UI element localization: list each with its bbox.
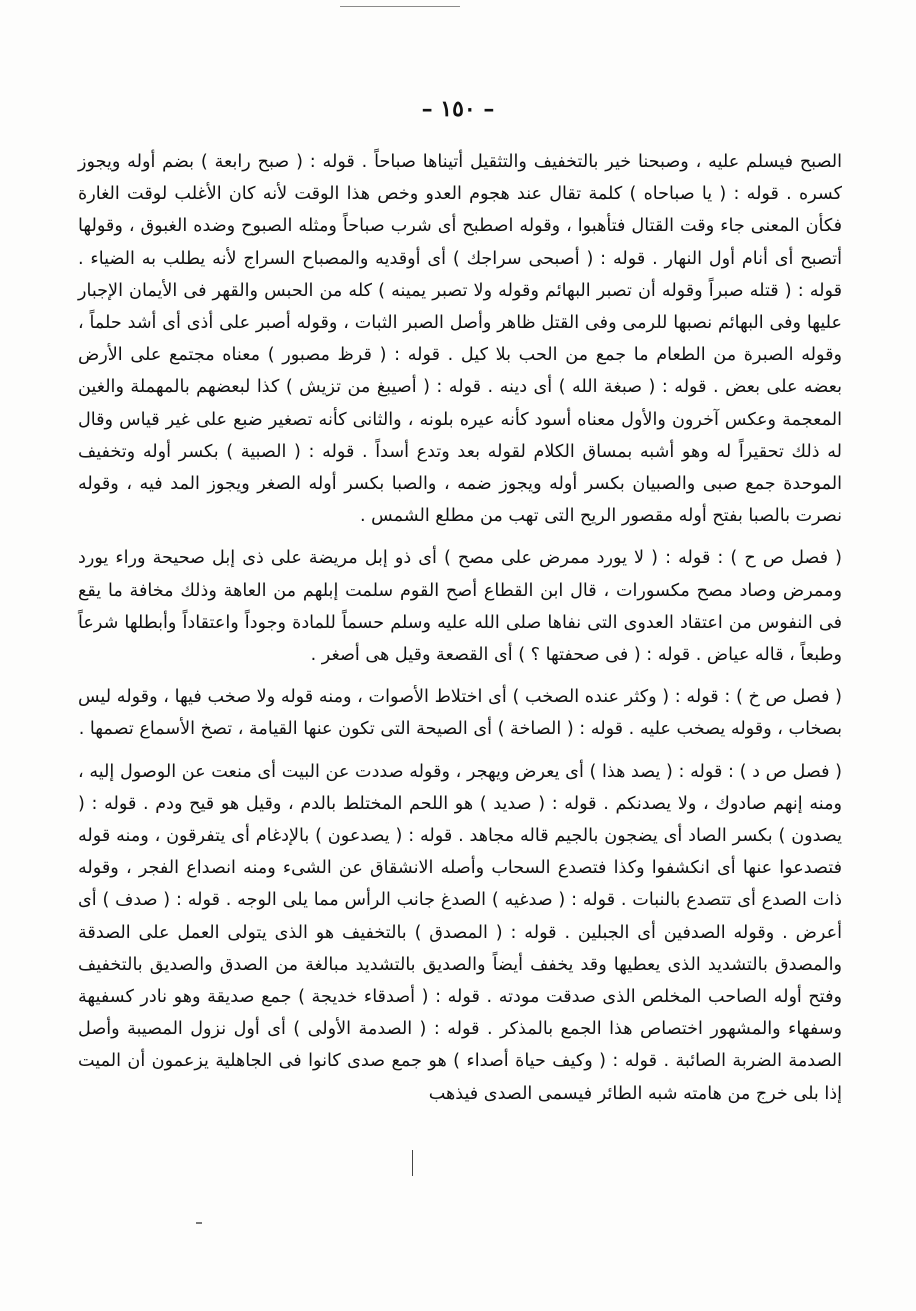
print-speck (196, 1222, 202, 1224)
paragraph-sabah: الصبح فيسلم عليه ، وصبحنا خير بالتخفيف والتثقيل أتيناها صباحاً . قوله : ( صبح رابعة ) بضم أوله ويجوز كسره . قوله : ( يا صباحاه ) كلمة تقال عند هجوم العدو وخص هذا الوقت لأنه كان الأغلب لوقت الغارة فكأن المعنى جاء وقت القتال فتأهبوا ، وقوله اصطبح أى شرب صباحاً ومثله الصبوح وضده الغبوق ، وقولها أتصبح أى أنام أول النهار . قوله : ( أصبحى سراجك ) أى أوقديه والمصباح السراج لأنه يطلب به الضياء . قوله : ( قتله صبراً وقوله أن تصبر البهائم وقوله ولا تصبر يمينه ) كله من الحبس والقهر فى الأيمان الإجبار عليها وفى البهائم نصبها للرمى وفى القتل ظاهر وأصل الصبر الثبات ، وقوله أصبر على أذى أى أشد حلماً ، وقوله الصبرة من الطعام ما جمع من الحب بلا كيل . قوله : ( قرظ مصبور ) معناه مجتمع على الأرض بعضه على بعض . قوله : ( صبغة الله ) أى دينه . قوله : ( أصيبغ من تزيش ) كذا لبعضهم بالمهملة والغين المعجمة وعكس آخرون والأول معناه أسود كأنه عيره بلونه ، والثانى كأنه تصغير ضبع على غير قياس وقال له ذلك تحقيراً له وهو أشبه بمساق الكلام لقوله بعد وتدع أسداً . قوله : ( الصبية ) بكسر أوله وتخفيف الموحدة جمع صبى والصبيان بكسر أوله ويجوز ضمه ، والصبا بكسر أوله الصغر ويجوز المد فيه ، وقوله نصرت بالصبا بفتح أوله مقصور الريح التى تهب من مطلع الشمس . (78, 152, 842, 527)
page-number: – ١٥٠ – (421, 96, 495, 122)
main-text (78, 146, 842, 1110)
top-rule (340, 6, 460, 7)
paragraph-fasl-sad-dal: ( فصل ص د ) : قوله : ( يصد هذا ) أى يعرض ويهجر ، وقوله صددت عن البيت أى منعت عن الوصول إليه ، ومنه إنهم صادوك ، ولا يصدنكم . قوله : ( صديد ) هو اللحم المختلط بالدم ، وقيل هو قيح ودم . قوله : ( يصدون ) بكسر الصاد أى يضجون بالجيم قاله مجاهد . قوله : ( يصدعون ) بالإدغام أى يتفرقون ، ومنه قوله فتصدعوا عنها أى انكشفوا وكذا فتصدع السحاب وأصله الانشقاق عن الشىء ومنه انصداع الفجر ، وقوله ذات الصدع أى تتصدع بالنبات . قوله : ( صدغيه ) الصدغ جانب الرأس مما يلى الوجه . قوله : ( صدف ) أى أعرض . وقوله الصدفين أى الجبلين . قوله : ( المصدق ) بالتخفيف هو الذى يتولى العمل على الصدقة والمصدق بالتشديد الذى يعطيها وقد يخفف أيضاً والصديق بالتشديد مبالغة من الصدق والصديق بالتخفيف وفتح أوله الصاحب المخلص الذى صدقت مودته . قوله : ( أصدقاء خديجة ) جمع صديقة وهو نادر كسفيهة وسفهاء والمشهور اختصاص هذا الجمع بالمذكر . قوله : ( الصدمة الأولى ) أى أول نزول المصيبة وأصل الصدمة الضربة الصائبة . قوله : ( وكيف حياة أصداء ) هو جمع صدى كانوا فى الجاهلية يزعمون أن الميت إذا بلى خرج من هامته شبه الطائر فيسمى الصدى فيذهب (78, 761, 842, 1104)
paragraph-fasl-sad-ha: ( فصل ص ح ) : قوله : ( لا يورد ممرض على مصح ) أى ذو إبل مريضة على ذى إبل صحيحة وراء يورد وممرض وصاد مصح مكسورات ، قال ابن القطاع أصح القوم سلمت إبلهم من العاهة وذلك مخافة ما يقع فى النفوس من اعتقاد العدوى التى نفاها صلى الله عليه وسلم حسماً للمادة وجوداً واعتقاداً وأبطلها شرعاً وطبعاً ، قاله عياض . قوله : ( فى صحفتها ؟ ) أى القصعة وقيل هى أصغر . (78, 548, 842, 666)
margin-mark (412, 1150, 413, 1176)
paragraph-fasl-sad-kha: ( فصل ص خ ) : قوله : ( وكثر عنده الصخب ) أى اختلاط الأصوات ، ومنه قوله ولا صخب فيها ، وقوله ليس بصخاب ، وقوله يصخب عليه . قوله : ( الصاخة ) أى الصيحة التى تكون عنها القيامة ، تصخ الأسماع تصمها . (78, 687, 842, 740)
